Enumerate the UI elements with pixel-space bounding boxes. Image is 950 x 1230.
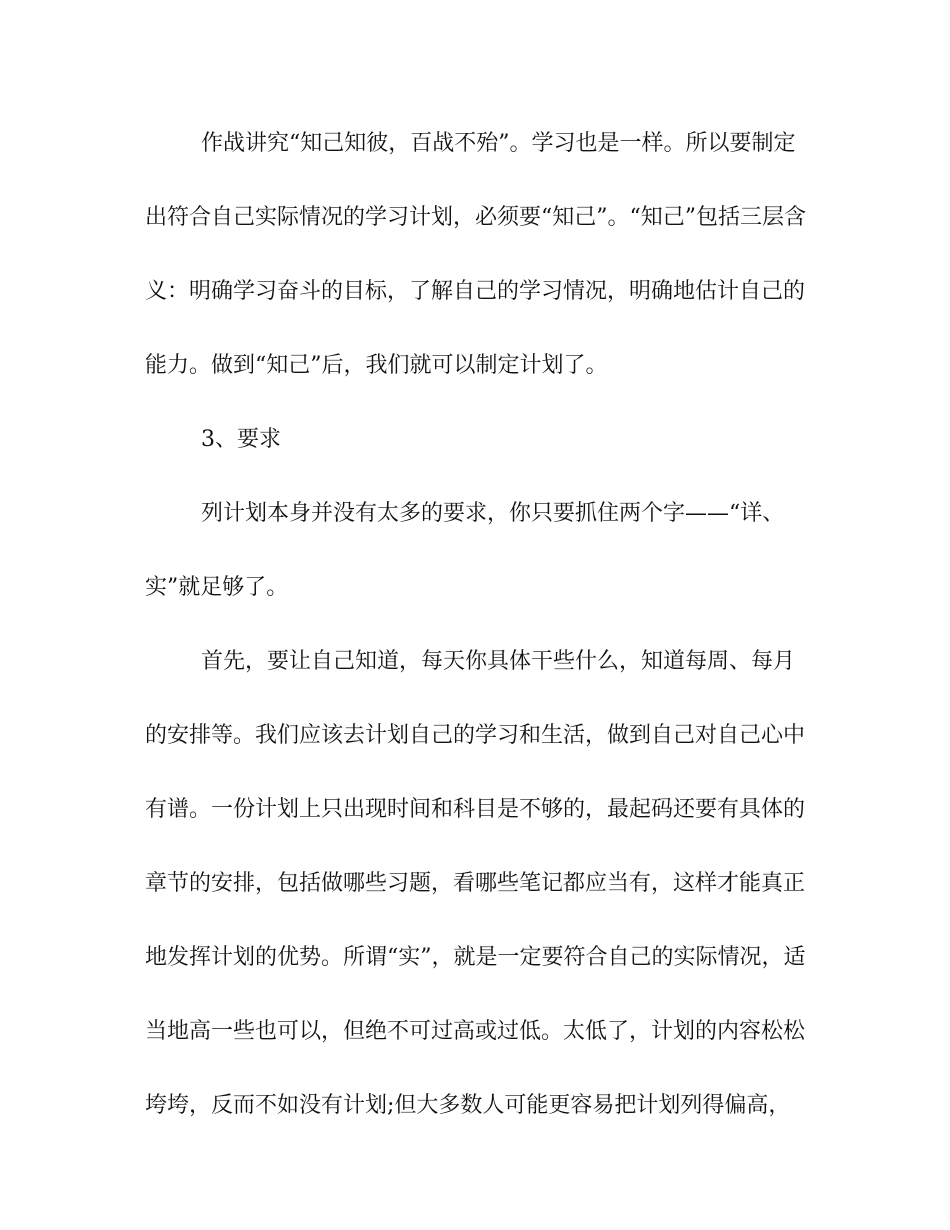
paragraph-2-line-1: 列计划本身并没有太多的要求，你只要抓住两个字——“详、: [201, 501, 785, 526]
paragraph-3-line-2: 的安排等。我们应该去计划自己的学习和生活，做到自己对自己心中: [145, 723, 806, 748]
paragraph-2-line-2: 实”就足够了。: [145, 575, 289, 600]
paragraph-1-line-2: 出符合自己实际情况的学习计划，必须要“知己”。“知己”包括三层含: [145, 205, 806, 230]
paragraph-3-line-4: 章节的安排，包括做哪些习题，看哪些笔记都应当有，这样才能真正: [145, 871, 806, 896]
paragraph-3-line-3: 有谱。一份计划上只出现时间和科目是不够的，最起码还要有具体的: [145, 797, 806, 822]
paragraph-3-line-7: 垮垮，反而不如没有计划;但大多数人可能更容易把计划列得偏高，: [145, 1093, 791, 1118]
paragraph-3-line-5: 地发挥计划的优势。所谓“实”，就是一定要符合自己的实际情况，适: [145, 945, 806, 970]
section-heading: 3、要求: [201, 427, 281, 452]
paragraph-1-line-1: 作战讲究“知己知彼，百战不殆”。学习也是一样。所以要制定: [201, 131, 796, 156]
paragraph-3-line-1: 首先，要让自己知道，每天你具体干些什么，知道每周、每月: [201, 649, 796, 674]
paragraph-1-line-4: 能力。做到“知己”后，我们就可以制定计划了。: [145, 353, 608, 378]
paragraph-1-line-3: 义：明确学习奋斗的目标，了解自己的学习情况，明确地估计自己的: [145, 279, 806, 304]
paragraph-3-line-6: 当地高一些也可以，但绝不可过高或过低。太低了，计划的内容松松: [145, 1019, 806, 1044]
